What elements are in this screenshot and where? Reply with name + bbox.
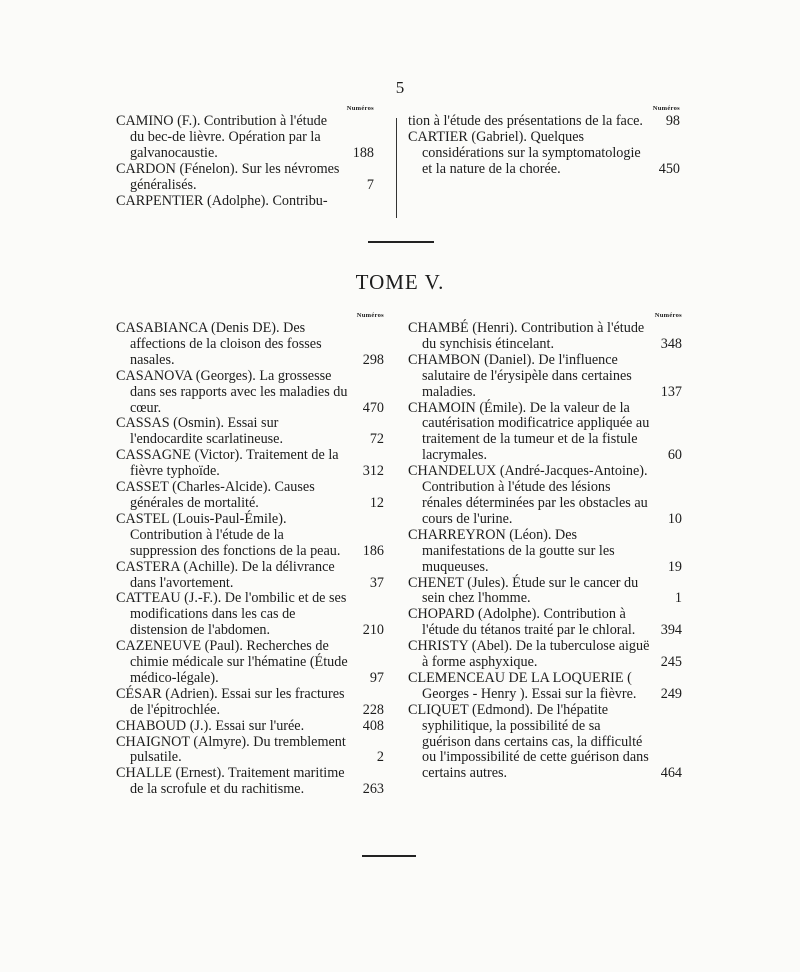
entry-text: CHRISTY (Abel). De la tuberculose aiguë à forme asphyxique. [408,638,650,671]
index-entry [116,512,384,560]
entry-text: tion à l'étude des présentations de la face. [408,113,643,129]
index-entry [116,480,384,512]
entry-number: 245 [660,654,682,671]
entry-text: CHAMOIN (Émile). De la valeur de la cautérisation modificatrice appliquée au traitement de la tumeur et de la fistule lacrymales. [408,399,650,464]
entry-text: CASSAS (Osmin). Essai sur l'endocardite scarlatineuse. [116,415,284,448]
entry-number: 60 [667,447,682,464]
numeros-header: Numéros [654,312,682,319]
entry-text: CHOPARD (Adolphe). Contribution à l'étude du tétanos traité par le chloral. [408,606,636,639]
index-entry [116,766,384,798]
index-entry [116,560,384,592]
entry-number: 10 [667,510,682,527]
index-entry [116,369,384,417]
section-rule [368,241,434,243]
entry-number: 137 [660,383,682,400]
index-entry [408,401,682,465]
entry-text: CHAMBÉ (Henri). Contribution à l'étude du synchisis étincelant. [408,320,645,352]
entry-number: 348 [660,335,682,352]
entry-number: 263 [362,781,384,798]
entry-text: CÉSAR (Adrien). Essai sur les fractures de l'épitrochlée. [116,685,345,718]
index-entry [408,671,682,703]
entry-number: 249 [660,685,682,702]
entry-number: 464 [660,765,682,782]
entry-text: CARTIER (Gabriel). Quelques considérations sur la symptomatologie et la nature de la chorée. [408,128,641,177]
index-entry [116,416,384,448]
entry-text: CHARREYRON (Léon). Des manifestations de la goutte sur les muqueuses. [408,526,615,575]
tome-title: TOME V. [355,270,445,294]
entry-text: CASSAGNE (Victor). Traitement de la fièvre typhoïde. [116,447,339,480]
entry-text: CHABOUD (J.). Essai sur l'urée. [116,717,305,734]
index-entry [116,114,374,162]
section2-left-column [116,311,384,798]
entry-number: 394 [660,622,682,639]
numeros-header: Numéros [346,105,374,112]
entry-number: 2 [376,749,384,766]
entry-number: 186 [362,542,384,559]
index-entry [116,448,384,480]
index-entry [408,130,680,178]
index-entry [408,321,682,353]
index-entry [408,703,682,783]
entry-text: CAZENEUVE (Paul). Recherches de chimie médicale sur l'hématine (Étude médico-légale). [116,638,348,686]
entry-number: 408 [362,717,384,734]
index-entry [408,639,682,671]
entry-text: CASTEL (Louis-Paul-Émile). Contribution à l'étude de la suppression des fonctions de la peau. [116,510,341,559]
entry-number: 7 [366,176,374,193]
entry-text: CAMINO (F.). Contribution à l'étude du bec-de lièvre. Opération par la galvanocaustie. [116,113,328,161]
entry-text: CHANDELUX (André-Jacques-Antoine). Contribution à l'étude des lésions rénales déterminées par les obstacles au cours de l'urine. [408,463,648,527]
column-divider [396,118,397,218]
index-entry [408,607,682,639]
entry-text: CLEMENCEAU DE LA LOQUERIE ( Georges - Henry ). Essai sur la fièvre. [408,669,637,702]
index-entry [408,114,680,130]
index-entry [408,576,682,608]
index-entry [116,321,384,369]
entry-text: CHAMBON (Daniel). De l'influence salutaire de l'érysipèle dans certaines maladies. [408,351,632,400]
page-number: 5 [395,78,405,97]
section1-right-column [408,104,680,178]
index-entry [116,162,374,194]
entry-number: 450 [658,160,680,177]
entry-number: 72 [369,431,384,448]
section2-right-column [408,311,682,782]
entry-text: CASSET (Charles-Alcide). Causes générales de mortalité. [116,479,315,511]
entry-number: 298 [362,351,384,368]
entry-number: 97 [369,669,384,686]
entry-number: 37 [369,574,384,591]
index-entry [116,591,384,639]
index-entry [408,353,682,401]
entry-number: 188 [352,144,374,161]
entry-number: 12 [369,494,384,511]
entry-number: 470 [362,399,384,416]
end-rule [362,855,416,857]
entry-number: 98 [665,113,680,129]
entry-text: CASANOVA (Georges). La grossesse dans ses rapports avec les maladies du cœur. [116,367,348,416]
numeros-header: Numéros [356,312,384,319]
entry-text: CASABIANCA (Denis DE). Des affections de la cloison des fosses nasales. [116,320,322,368]
index-entry [116,639,384,687]
index-entry [116,194,374,210]
entry-text: CHENET (Jules). Étude sur le cancer du sein chez l'homme. [408,574,639,607]
entry-number: 1 [674,590,682,607]
numeros-header: Numéros [652,105,680,112]
entry-number: 228 [362,701,384,718]
index-entry [116,735,384,767]
entry-text: CLIQUET (Edmond). De l'hépatite syphilitique, la possibilité de sa guérison dans certains cas, la difficulté ou l'impossibilité de cette guérison dans certains autres. [408,701,649,782]
entry-number: 312 [362,463,384,480]
entry-text: CATTEAU (J.-F.). De l'ombilic et de ses modifications dans les cas de distension de l'abdomen. [116,590,347,639]
entry-text: CHAIGNOT (Almyre). Du tremblement pulsatile. [116,733,346,766]
entry-text: CASTERA (Achille). De la délivrance dans l'avortement. [116,558,335,591]
entry-text: CHALLE (Ernest). Traitement maritime de la scrofule et du rachitisme. [116,765,345,798]
section1-left-column [116,104,374,209]
entry-number: 210 [362,622,384,639]
entry-number: 19 [667,558,682,575]
index-entry [116,687,384,719]
entry-text: CARDON (Fénelon). Sur les névromes généralisés. [116,160,340,193]
index-entry [116,719,384,735]
index-entry [408,528,682,576]
entry-text: CARPENTIER (Adolphe). Contribu- [116,192,328,209]
index-entry [408,464,682,528]
